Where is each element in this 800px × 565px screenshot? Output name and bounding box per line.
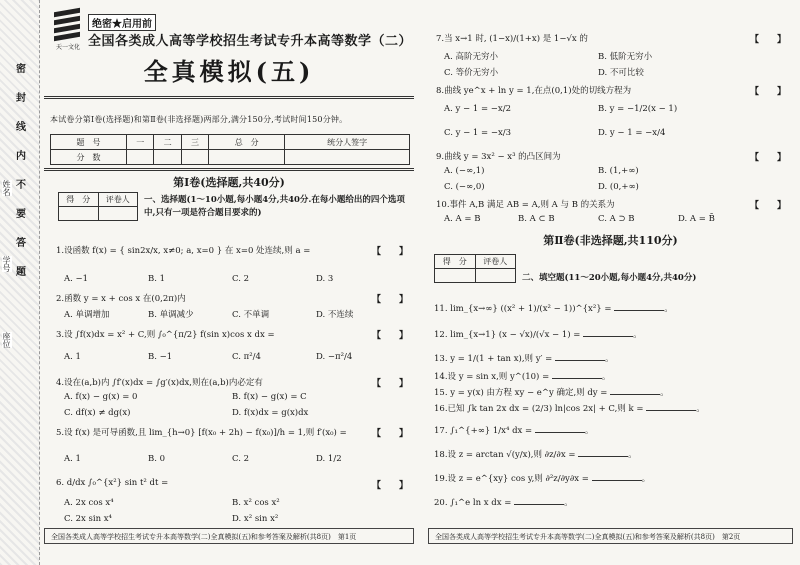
option-a[interactable]: A. 1 (64, 352, 81, 362)
binding-margin (0, 0, 40, 565)
answer-bracket[interactable]: 【 】 (372, 247, 409, 257)
option-a[interactable]: A. 2x cos x⁴ (64, 498, 114, 508)
answer-bracket[interactable]: 【 】 (750, 201, 787, 211)
score-header-row (51, 135, 410, 150)
option-a[interactable]: A. 1 (64, 454, 81, 464)
question-9: 9.曲线 y = 3x² − x³ 的凸区间为 (436, 152, 561, 162)
binding-char: 要 (16, 209, 26, 220)
blank-tail: 。 (584, 426, 594, 436)
score-cell: 总 分 (209, 135, 285, 150)
option-d[interactable]: D. f(x)dx = g(x)dx (232, 408, 309, 418)
question-11 (434, 302, 673, 314)
binding-char: 线 (16, 122, 26, 133)
binding-char: 答 (16, 238, 26, 249)
binding-char: 题 (16, 267, 26, 278)
question-text: 20. ∫₁^e ln x dx = (434, 498, 512, 508)
score-cell: 三 (181, 135, 208, 150)
question-10: 10.事件 A,B 满足 AB = A,则 A 与 B 的关系为 (436, 200, 615, 210)
blank-tail: 。 (633, 330, 642, 340)
option-b[interactable]: B. f(x) − g(x) = C (232, 392, 307, 402)
secret-label: 绝密★启用前 (88, 14, 156, 31)
blank-tail: 。 (601, 372, 611, 382)
binding-char: 封 (16, 93, 26, 104)
option-d[interactable]: D. y − 1 = −x/4 (598, 128, 666, 138)
blank-tail: 。 (660, 388, 669, 398)
question-text: 11. lim_{x→∞} ((x² + 1)/(x² − 1))^{x²} = (434, 304, 612, 314)
answer-blank[interactable] (610, 394, 660, 395)
option-b[interactable]: B. y = −1/2(x − 1) (598, 104, 678, 114)
question-8: 8.曲线 ye^x + ln y = 1,在点(0,1)处的切线方程为 (436, 86, 632, 96)
answer-blank[interactable] (592, 480, 642, 481)
grader-label-score: 得 分 (435, 255, 476, 269)
answer-bracket[interactable]: 【 】 (372, 379, 409, 389)
question-text: 16.已知 ∫k tan 2x dx = (2/3) ln|cos 2x| + C,则 k = (434, 404, 644, 414)
score-cell: 二 (154, 135, 181, 150)
answer-blank[interactable] (514, 504, 564, 505)
option-a[interactable]: A. A = B (444, 214, 481, 224)
question-19 (434, 472, 650, 484)
binding-chars (14, 60, 28, 278)
score-cell: 统分人签字 (285, 135, 410, 150)
binding-label-name: 姓名 (2, 180, 11, 196)
question-text: 15. y = y(x) 由方程 xy − e^y 确定,则 dy = (434, 388, 608, 398)
part2-intro: 二、填空题(11～20小题,每小题4分,共40分) (522, 273, 697, 283)
question-15 (434, 386, 669, 398)
question-14 (434, 370, 610, 382)
option-b[interactable]: B. x² cos x² (232, 498, 280, 508)
question-13 (434, 352, 614, 364)
question-text: 12. lim_{x→1} (x − √x)/(√x − 1) = (434, 330, 581, 340)
binding-char: 内 (16, 151, 26, 162)
part1-title: 第Ⅰ卷(选择题,共40分) (173, 176, 285, 189)
grader-label-score: 得 分 (59, 193, 99, 207)
answer-blank[interactable] (646, 410, 696, 411)
part2-title: 第Ⅱ卷(非选择题,共110分) (543, 234, 678, 247)
option-c[interactable]: C. 2 (232, 454, 250, 464)
question-2: 2.函数 y = x + cos x 在(0,2π)内 (56, 294, 186, 304)
part1-grader-box (58, 192, 138, 221)
answer-bracket[interactable]: 【 】 (750, 87, 787, 97)
option-b[interactable]: B. 0 (148, 454, 166, 464)
answer-bracket[interactable]: 【 】 (372, 331, 409, 341)
option-a[interactable]: A. 单调增加 (64, 310, 110, 320)
question-20 (434, 496, 573, 508)
question-17 (434, 424, 593, 436)
option-a[interactable]: A. 高阶无穷小 (444, 52, 499, 62)
score-cell[interactable] (181, 150, 208, 165)
option-c[interactable]: C. y − 1 = −x/3 (444, 128, 512, 138)
option-c[interactable]: C. 不单调 (232, 310, 270, 320)
option-c[interactable]: C. 2x sin x⁴ (64, 514, 112, 524)
score-cell[interactable] (209, 150, 285, 165)
score-cell: 一 (127, 135, 154, 150)
option-c[interactable]: C. (−∞,0) (444, 182, 485, 192)
part1-intro: 一、选择题(1～10小题,每小题4分,共40分.在每小题给出的四个选项中,只有一项是符合题目要求的) (144, 195, 405, 218)
option-d[interactable]: D. x² sin x² (232, 514, 279, 524)
answer-blank[interactable] (614, 310, 664, 311)
question-18 (434, 448, 637, 460)
question-text: 18.设 z = arctan √(y/x),则 ∂z/∂x = (434, 450, 576, 460)
option-c[interactable]: C. π²/4 (232, 352, 261, 362)
question-6: 6. d/dx ∫₀^{x²} sin t² dt = (56, 478, 169, 488)
grader-label-name: 评卷人 (98, 193, 138, 207)
option-d[interactable]: D. A = B̄ (678, 214, 715, 224)
option-d[interactable]: D. 3 (316, 274, 334, 284)
main-title: 全真模拟(五) (143, 57, 315, 86)
question-1: 1.设函数 f(x) = { sin2x/x, x≠0; a, x=0 } 在 x=0 处连续,则 a = (56, 246, 311, 256)
answer-blank[interactable] (555, 360, 605, 361)
option-a[interactable]: A. f(x) − g(x) = 0 (64, 392, 138, 402)
option-d[interactable]: D. 1/2 (316, 454, 342, 464)
answer-bracket[interactable]: 【 】 (750, 153, 787, 163)
blank-tail: 。 (696, 404, 705, 414)
footer-left: 全国各类成人高等学校招生考试专升本高等数学(二)全真模拟(五)和参考答案及解析(共8页) 第1页 (44, 528, 414, 544)
binding-label-number: 学号 (2, 256, 11, 272)
score-cell: 分 数 (51, 150, 127, 165)
grader-cell[interactable] (98, 207, 138, 221)
answer-bracket[interactable]: 【 】 (372, 295, 409, 305)
option-d[interactable]: D. 不可比较 (598, 68, 644, 78)
question-12 (434, 328, 642, 340)
blank-tail: 。 (641, 474, 651, 484)
grader-label-name: 评卷人 (475, 255, 516, 269)
score-value-row (51, 150, 410, 165)
binding-side-labels (2, 180, 12, 348)
blank-tail: 。 (628, 450, 637, 460)
question-16 (434, 402, 705, 414)
grader-cell[interactable] (435, 269, 476, 283)
section-rule (44, 168, 414, 171)
question-3: 3.设 ∫f(x)dx = x² + C,则 ∫₀^{π/2} f(sin x)cos x dx = (56, 330, 275, 340)
option-c[interactable]: C. A ⊃ B (598, 214, 635, 224)
option-b[interactable]: B. 1 (148, 274, 166, 284)
option-d[interactable]: D. 不连续 (316, 310, 354, 320)
question-text: 13. y = 1/(1 + tan x),则 y′ = (434, 354, 553, 364)
score-cell[interactable] (127, 150, 154, 165)
option-b[interactable]: B. A ⊂ B (518, 214, 555, 224)
option-b[interactable]: B. −1 (148, 352, 173, 362)
option-c[interactable]: C. 等价无穷小 (444, 68, 499, 78)
question-7: 7.当 x→1 时, (1−x)/(1+x) 是 1−√x 的 (436, 34, 588, 44)
exam-title: 全国各类成人高等学校招生考试专升本高等数学（二） (88, 34, 413, 49)
question-text: 17. ∫₁^{+∞} 1/x⁴ dx = (434, 426, 533, 436)
option-b[interactable]: B. 单调减少 (148, 310, 194, 320)
question-text: 14.设 y = sin x,则 y^(10) = (434, 372, 550, 382)
binding-char: 密 (16, 64, 26, 75)
option-a[interactable]: A. y − 1 = −x/2 (444, 104, 511, 114)
binding-label-seat: 座位 (2, 332, 11, 348)
score-cell[interactable] (285, 150, 410, 165)
logo-text: 天一文化 (55, 44, 80, 51)
left-page (44, 10, 414, 555)
title-rule (44, 96, 414, 99)
right-page (428, 10, 793, 555)
answer-blank[interactable] (552, 378, 602, 379)
grader-cell[interactable] (475, 269, 516, 283)
answer-blank[interactable] (583, 336, 633, 337)
question-text: 19.设 z = e^{xy} cos y,则 ∂²z/∂y∂x = (434, 474, 589, 484)
blank-tail: 。 (605, 354, 614, 364)
option-d[interactable]: D. (0,+∞) (598, 182, 639, 192)
score-cell: 题 号 (51, 135, 127, 150)
option-c[interactable]: C. 2 (232, 274, 250, 284)
blank-tail: 。 (664, 304, 673, 314)
question-4: 4.设在(a,b)内 ∫f′(x)dx = ∫g′(x)dx,则在(a,b)内必定有 (56, 378, 263, 388)
part2-grader-box (434, 254, 516, 283)
question-5: 5.设 f(x) 是可导函数,且 lim_{h→0} [f(x₀ + 2h) − f(x₀)]/h = 1,则 f′(x₀) = (56, 428, 347, 438)
binding-char: 不 (16, 180, 26, 191)
option-a[interactable]: A. (−∞,1) (444, 166, 485, 176)
exam-note: 本试卷分第Ⅰ卷(选择题)和第Ⅱ卷(非选择题)两部分,满分150分,考试时间150分钟。 (50, 115, 348, 124)
answer-bracket[interactable]: 【 】 (372, 429, 409, 439)
option-c[interactable]: C. df(x) ≠ dg(x) (64, 408, 131, 418)
option-a[interactable]: A. −1 (64, 274, 89, 284)
answer-blank[interactable] (535, 432, 585, 433)
option-b[interactable]: B. 低阶无穷小 (598, 52, 653, 62)
score-table (50, 134, 410, 165)
grader-cell[interactable] (59, 207, 99, 221)
option-d[interactable]: D. −π²/4 (316, 352, 353, 362)
answer-bracket[interactable]: 【 】 (372, 481, 409, 491)
option-b[interactable]: B. (1,+∞) (598, 166, 639, 176)
score-cell[interactable] (154, 150, 181, 165)
footer-right: 全国各类成人高等学校招生考试专升本高等数学(二)全真模拟(五)和参考答案及解析(共8页) 第2页 (428, 528, 793, 544)
blank-tail: 。 (564, 498, 573, 508)
answer-blank[interactable] (578, 456, 628, 457)
answer-bracket[interactable]: 【 】 (750, 35, 787, 45)
